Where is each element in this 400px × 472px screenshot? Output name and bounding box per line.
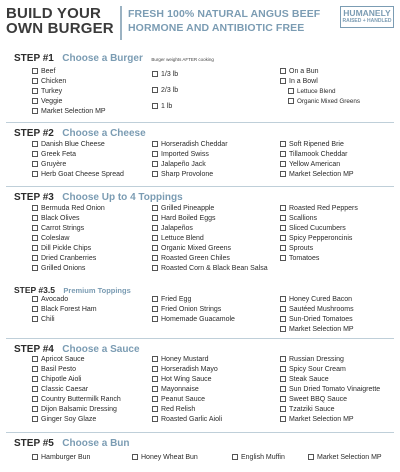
checkbox[interactable] [32, 366, 38, 372]
checkbox[interactable] [152, 366, 158, 372]
checkbox[interactable] [32, 296, 38, 302]
option-turkey[interactable]: Turkey [32, 86, 106, 96]
step-3-section [6, 186, 394, 272]
checkbox[interactable] [280, 316, 286, 322]
checkbox[interactable] [32, 255, 38, 261]
option-roasted-red-peppers[interactable]: Roasted Red Peppers [280, 203, 358, 213]
brand-line-2: OWN BURGER [6, 20, 114, 37]
option-bun-market-selection[interactable]: Market Selection MP [308, 451, 382, 463]
checkbox[interactable] [280, 255, 286, 261]
option-basil-pesto[interactable]: Basil Pesto [32, 364, 121, 374]
checkbox[interactable] [280, 245, 286, 251]
checkbox[interactable] [152, 356, 158, 362]
checkbox[interactable] [32, 416, 38, 422]
checkbox[interactable] [152, 171, 158, 177]
option-ginger-soy-glaze[interactable]: Ginger Soy Glaze [32, 414, 121, 424]
step-4-col-3 [280, 354, 380, 424]
option-premium-market-selection[interactable]: Market Selection MP [280, 324, 354, 334]
step-3-header [6, 186, 394, 203]
step-3-5-col-2 [152, 294, 235, 324]
checkbox[interactable] [280, 296, 286, 302]
checkbox[interactable] [32, 406, 38, 412]
tagline [128, 7, 338, 35]
option-carrot-strings[interactable]: Carrot Strings [32, 223, 105, 233]
option-sauteed-mushrooms[interactable]: Sautéed Mushrooms [280, 304, 354, 314]
checkbox[interactable] [152, 255, 158, 261]
checkbox[interactable] [280, 235, 286, 241]
option-organic-mixed-greens-topping[interactable]: Organic Mixed Greens [152, 243, 268, 253]
option-grilled-onions[interactable]: Grilled Onions [32, 263, 105, 273]
option-dijon-balsamic[interactable]: Dijon Balsamic Dressing [32, 404, 121, 414]
option-english-muffin[interactable]: English Muffin [232, 451, 285, 463]
checkbox[interactable] [280, 161, 286, 167]
step-5-title: Choose a Bun [62, 438, 130, 449]
checkbox[interactable] [280, 396, 286, 402]
step-3-title: Choose Up to 4 Toppings [62, 192, 183, 203]
option-sharp-provolone[interactable]: Sharp Provolone [152, 169, 228, 179]
option-bermuda-red-onion[interactable]: Bermuda Red Onion [32, 203, 105, 213]
header-divider [120, 6, 122, 40]
step-4-col-1 [32, 354, 121, 424]
checkbox[interactable] [288, 98, 294, 104]
step-5-section [6, 432, 394, 463]
option-on-a-bun[interactable]: On a Bun [280, 66, 360, 76]
checkbox[interactable] [280, 141, 286, 147]
checkbox[interactable] [152, 71, 158, 77]
option-veggie[interactable]: Veggie [32, 96, 106, 106]
checkbox[interactable] [152, 306, 158, 312]
tagline-line-1: FRESH 100% NATURAL ANGUS BEEF [128, 8, 321, 20]
step-3-5-section [6, 280, 394, 333]
option-spicy-pepperoncinis[interactable]: Spicy Pepperoncinis [280, 233, 358, 243]
step-3-col-1 [32, 203, 105, 273]
option-fried-onion-strings[interactable]: Fried Onion Strings [152, 304, 235, 314]
option-cheese-market-selection[interactable]: Market Selection MP [280, 169, 354, 179]
checkbox[interactable] [280, 416, 286, 422]
option-organic-mixed-greens[interactable]: Organic Mixed Greens [288, 96, 360, 106]
checkbox[interactable] [32, 306, 38, 312]
option-imported-swiss[interactable]: Imported Swiss [152, 149, 228, 159]
step-5-header [6, 432, 394, 449]
option-soft-brie[interactable]: Soft Ripened Brie [280, 139, 354, 149]
option-black-forest-ham[interactable]: Black Forest Ham [32, 304, 97, 314]
checkbox[interactable] [32, 386, 38, 392]
checkbox[interactable] [32, 316, 38, 322]
option-peanut-sauce[interactable]: Peanut Sauce [152, 394, 222, 404]
checkbox[interactable] [280, 406, 286, 412]
step-3-5-label: STEP #3.5 [14, 285, 55, 295]
step-1-note: Burger weights AFTER cooking [151, 57, 214, 62]
step-1-header [6, 48, 394, 62]
checkbox[interactable] [152, 376, 158, 382]
checkbox[interactable] [280, 225, 286, 231]
checkbox[interactable] [32, 215, 38, 221]
option-hard-boiled-eggs[interactable]: Hard Boiled Eggs [152, 213, 268, 223]
checkbox[interactable] [32, 98, 38, 104]
option-coleslaw[interactable]: Coleslaw [32, 233, 105, 243]
checkbox[interactable] [32, 265, 38, 271]
step-3-col-2 [152, 203, 268, 273]
checkbox[interactable] [152, 386, 158, 392]
option-dried-cranberries[interactable]: Dried Cranberries [32, 253, 105, 263]
option-mayonnaise[interactable]: Mayonnaise [152, 384, 222, 394]
checkbox[interactable] [152, 141, 158, 147]
checkbox[interactable] [152, 205, 158, 211]
option-lettuce-blend-topping[interactable]: Lettuce Blend [152, 233, 268, 243]
checkbox[interactable] [152, 103, 158, 109]
checkbox[interactable] [32, 108, 38, 114]
option-dill-pickle-chips[interactable]: Dill Pickle Chips [32, 243, 105, 253]
option-horseradish-cheddar[interactable]: Horseradish Cheddar [152, 139, 228, 149]
badge-line-2: RAISED + HANDLED [342, 18, 392, 24]
option-classic-caesar[interactable]: Classic Caesar [32, 384, 121, 394]
option-avocado[interactable]: Avocado [32, 294, 97, 304]
checkbox[interactable] [32, 396, 38, 402]
step-3-col-3 [280, 203, 358, 263]
option-honey-mustard[interactable]: Honey Mustard [152, 354, 222, 364]
option-yellow-american[interactable]: Yellow American [280, 159, 354, 169]
option-one-lb[interactable]: 1 lb [152, 98, 178, 114]
checkbox[interactable] [288, 88, 294, 94]
checkbox[interactable] [308, 454, 314, 460]
brand-line-1: BUILD YOUR [6, 5, 102, 22]
option-black-olives[interactable]: Black Olives [32, 213, 105, 223]
menu-header [6, 6, 394, 42]
option-beef[interactable]: Beef [32, 66, 106, 76]
checkbox[interactable] [280, 306, 286, 312]
option-sliced-cucumbers[interactable]: Sliced Cucumbers [280, 223, 358, 233]
checkbox[interactable] [32, 205, 38, 211]
option-russian-dressing[interactable]: Russian Dressing [280, 354, 380, 364]
checkbox[interactable] [280, 215, 286, 221]
step-2-col-2 [152, 139, 228, 179]
checkbox[interactable] [280, 326, 286, 332]
checkbox[interactable] [152, 265, 158, 271]
option-tomatoes[interactable]: Tomatoes [280, 253, 358, 263]
option-sun-dried-tomatoes[interactable]: Sun-Dried Tomatoes [280, 314, 354, 324]
checkbox[interactable] [32, 356, 38, 362]
option-market-selection[interactable]: Market Selection MP [32, 106, 106, 116]
badge-line-1: HUMANELY [343, 8, 391, 18]
option-honey-wheat-bun[interactable]: Honey Wheat Bun [132, 451, 198, 463]
option-grilled-pineapple[interactable]: Grilled Pineapple [152, 203, 268, 213]
option-homemade-guacamole[interactable]: Homemade Guacamole [152, 314, 235, 324]
option-apricot-sauce[interactable]: Apricot Sauce [32, 354, 121, 364]
option-third-lb[interactable]: 1/3 lb [152, 66, 178, 82]
step-4-title: Choose a Sauce [62, 344, 140, 355]
option-roasted-corn-salsa[interactable]: Roasted Corn & Black Bean Salsa [152, 263, 268, 273]
step-4-section [6, 338, 394, 423]
checkbox[interactable] [152, 225, 158, 231]
option-horseradish-mayo[interactable]: Horseradish Mayo [152, 364, 222, 374]
checkbox[interactable] [32, 88, 38, 94]
checkbox[interactable] [132, 454, 138, 460]
humanely-raised-badge [340, 6, 394, 28]
step-2-label: STEP #2 [14, 128, 54, 139]
step-2-section [6, 122, 394, 178]
brand-title [6, 6, 116, 36]
step-3-5-col-3 [280, 294, 354, 334]
option-steak-sauce[interactable]: Steak Sauce [280, 374, 380, 384]
step-3-5-title: Premium Toppings [63, 286, 131, 295]
checkbox[interactable] [32, 225, 38, 231]
option-danish-blue[interactable]: Danish Blue Cheese [32, 139, 124, 149]
checkbox[interactable] [32, 171, 38, 177]
checkbox[interactable] [152, 406, 158, 412]
checkbox[interactable] [232, 454, 238, 460]
option-hamburger-bun[interactable]: Hamburger Bun [32, 451, 90, 463]
option-fried-egg[interactable]: Fried Egg [152, 294, 235, 304]
checkbox[interactable] [280, 205, 286, 211]
checkbox[interactable] [152, 235, 158, 241]
checkbox[interactable] [152, 151, 158, 157]
checkbox[interactable] [32, 68, 38, 74]
checkbox[interactable] [32, 235, 38, 241]
checkbox[interactable] [152, 316, 158, 322]
option-lettuce-blend[interactable]: Lettuce Blend [288, 86, 360, 96]
checkbox[interactable] [280, 356, 286, 362]
option-sprouts[interactable]: Sprouts [280, 243, 358, 253]
checkbox[interactable] [32, 161, 38, 167]
step-5-label: STEP #5 [14, 438, 54, 449]
option-tillamook-cheddar[interactable]: Tillamook Cheddar [280, 149, 354, 159]
checkbox[interactable] [280, 366, 286, 372]
option-spicy-sour-cream[interactable]: Spicy Sour Cream [280, 364, 380, 374]
option-honey-cured-bacon[interactable]: Honey Cured Bacon [280, 294, 354, 304]
step-1-title: Choose a Burger [62, 53, 143, 64]
checkbox[interactable] [32, 245, 38, 251]
step-1-col-1 [32, 66, 106, 116]
option-tzatziki-sauce[interactable]: Tzatziki Sauce [280, 404, 380, 414]
option-jalapenos[interactable]: Jalapeños [152, 223, 268, 233]
option-sauce-market-selection[interactable]: Market Selection MP [280, 414, 380, 424]
checkbox[interactable] [152, 161, 158, 167]
option-chili[interactable]: Chili [32, 314, 97, 324]
option-hot-wing-sauce[interactable]: Hot Wing Sauce [152, 374, 222, 384]
checkbox[interactable] [280, 78, 286, 84]
step-1-col-2 [152, 66, 178, 114]
checkbox[interactable] [32, 78, 38, 84]
checkbox[interactable] [152, 87, 158, 93]
checkbox[interactable] [280, 68, 286, 74]
checkbox[interactable] [32, 141, 38, 147]
step-2-title: Choose a Cheese [62, 128, 146, 139]
option-roasted-garlic-aioli[interactable]: Roasted Garlic Aioli [152, 414, 222, 424]
checkbox[interactable] [280, 151, 286, 157]
tagline-line-2: HORMONE AND ANTIBIOTIC FREE [128, 22, 305, 34]
option-country-buttermilk-ranch[interactable]: Country Buttermilk Ranch [32, 394, 121, 404]
option-scallions[interactable]: Scallions [280, 213, 358, 223]
option-roasted-green-chiles[interactable]: Roasted Green Chiles [152, 253, 268, 263]
checkbox[interactable] [152, 245, 158, 251]
step-3-5-header [6, 280, 394, 294]
checkbox[interactable] [32, 376, 38, 382]
option-sun-dried-tomato-vinaigrette[interactable]: Sun Dried Tomato Vinaigrette [280, 384, 380, 394]
step-2-col-1 [32, 139, 124, 179]
step-3-5-col-1 [32, 294, 97, 324]
step-1-section [6, 48, 394, 115]
checkbox[interactable] [32, 151, 38, 157]
step-2-header [6, 122, 394, 139]
option-chipotle-aioli[interactable]: Chipotle Aioli [32, 374, 121, 384]
option-chicken[interactable]: Chicken [32, 76, 106, 86]
step-4-col-2 [152, 354, 222, 424]
option-sweet-bbq-sauce[interactable]: Sweet BBQ Sauce [280, 394, 380, 404]
step-1-col-3 [280, 66, 360, 106]
option-in-a-bowl[interactable]: In a Bowl [280, 76, 360, 86]
step-4-label: STEP #4 [14, 344, 54, 355]
checkbox[interactable] [152, 396, 158, 402]
step-1-label: STEP #1 [14, 53, 54, 64]
checkbox[interactable] [152, 296, 158, 302]
checkbox[interactable] [152, 215, 158, 221]
option-greek-feta[interactable]: Greek Feta [32, 149, 124, 159]
step-4-header [6, 338, 394, 355]
option-jalapeno-jack[interactable]: Jalapeño Jack [152, 159, 228, 169]
checkbox[interactable] [32, 454, 38, 460]
option-herb-goat[interactable]: Herb Goat Cheese Spread [32, 169, 124, 179]
checkbox[interactable] [280, 171, 286, 177]
checkbox[interactable] [152, 416, 158, 422]
option-gruyere[interactable]: Gruyère [32, 159, 124, 169]
checkbox[interactable] [280, 376, 286, 382]
step-3-label: STEP #3 [14, 192, 54, 203]
option-two-thirds-lb[interactable]: 2/3 lb [152, 82, 178, 98]
checkbox[interactable] [280, 386, 286, 392]
option-red-relish[interactable]: Red Relish [152, 404, 222, 414]
step-2-col-3 [280, 139, 354, 179]
